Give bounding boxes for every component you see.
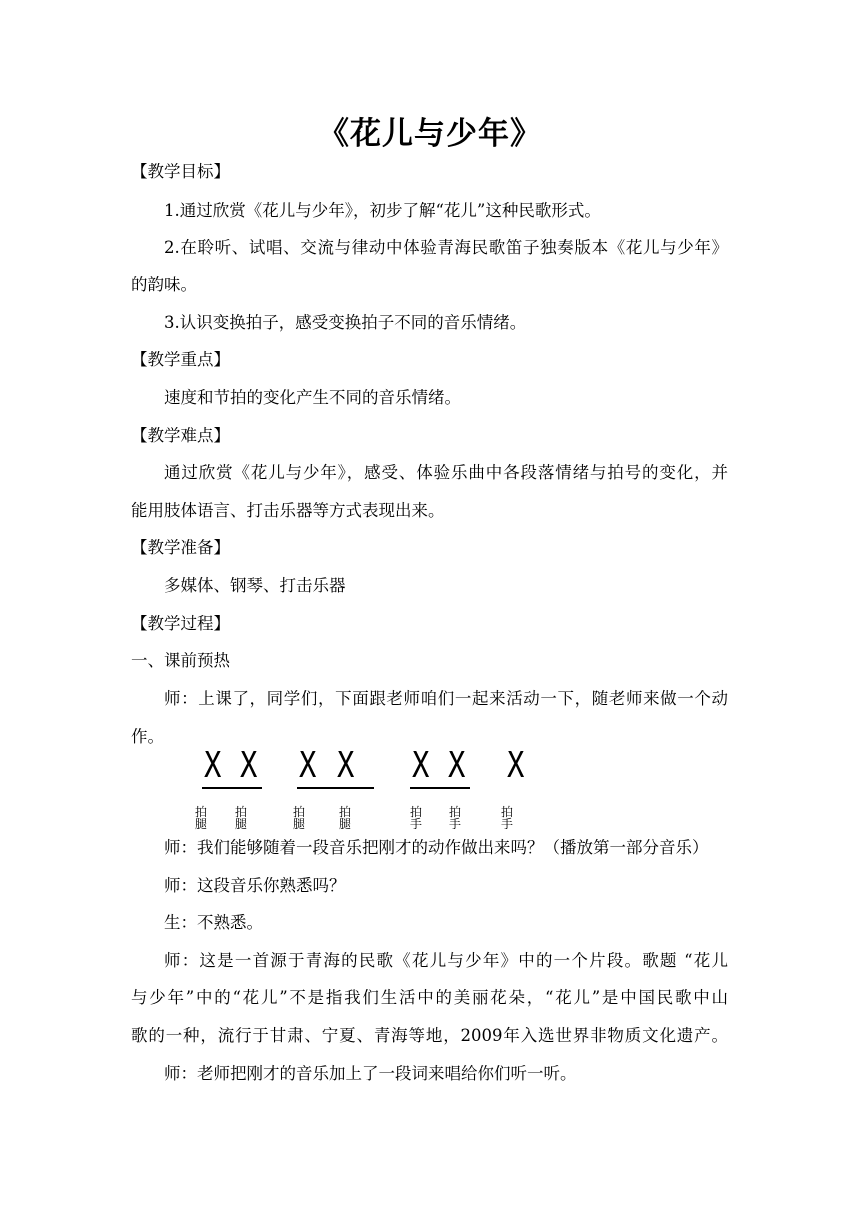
rhythm-note: X [507, 745, 525, 786]
dialogue-paragraph-cont: 与少年”中的“花儿”不是指我们生活中的美丽花朵，“花儿”是中国民歌中山 [131, 988, 728, 1007]
dialogue-paragraph: 师：我们能够随着一段音乐把刚才的动作做出来吗？（播放第一部分音乐） [164, 838, 709, 857]
dialogue-paragraph: 生：不熟悉。 [164, 913, 263, 932]
dialogue-paragraph: 师：老师把刚才的音乐加上了一段词来唱给你们听一听。 [164, 1064, 577, 1083]
rhythm-label: 拍腿 [339, 805, 352, 831]
rhythm-label: 拍手 [410, 805, 423, 831]
section-heading-prep: 【教学准备】 [131, 538, 230, 557]
goal-item-1: 1.通过欣赏《花儿与少年》，初步了解“花儿”这种民歌形式。 [164, 201, 601, 220]
section-heading-difficulty: 【教学难点】 [131, 426, 230, 445]
dialogue-paragraph: 师：这是一首源于青海的民歌《花儿与少年》中的一个片段。歌题 “花儿 [164, 951, 728, 970]
rhythm-label: 拍腿 [293, 805, 306, 831]
difficulty-text: 通过欣赏《花儿与少年》，感受、体验乐曲中各段落情绪与拍号的变化，并 [164, 463, 728, 482]
section-heading-process: 【教学过程】 [131, 614, 230, 633]
goal-item-2-cont: 的韵味。 [131, 275, 197, 294]
rhythm-note: X [412, 745, 430, 786]
rhythm-note: X [448, 745, 466, 786]
difficulty-text-cont: 能用肢体语言、打击乐器等方式表现出来。 [131, 501, 445, 520]
dialogue-paragraph: 师：这段音乐你熟悉吗？ [164, 876, 346, 895]
rhythm-note: X [204, 745, 222, 786]
dialogue-paragraph-cont: 歌的一种，流行于甘肃、宁夏、青海等地，2009年入选世界非物质文化遗产。 [131, 1026, 728, 1045]
beam-line [202, 787, 262, 789]
page-title: 《花儿与少年》 [318, 116, 542, 152]
rhythm-note: X [240, 745, 258, 786]
prep-text: 多媒体、钢琴、打击乐器 [164, 576, 346, 595]
rhythm-label: 拍腿 [235, 805, 248, 831]
section-heading-key: 【教学重点】 [131, 350, 230, 369]
rhythm-label: 拍腿 [195, 805, 208, 831]
goal-item-3: 3.认识变换拍子，感受变换拍子不同的音乐情绪。 [164, 313, 527, 332]
part-heading-warmup: 一、课前预热 [131, 651, 230, 670]
rhythm-note: X [337, 745, 355, 786]
beam-line [410, 787, 470, 789]
section-heading-goals: 【教学目标】 [131, 162, 230, 181]
rhythm-note: X [299, 745, 317, 786]
goal-item-2: 2.在聆听、试唱、交流与律动中体验青海民歌笛子独奏版本《花儿与少年》 [164, 238, 728, 257]
dialogue-paragraph-cont: 作。 [131, 727, 164, 746]
beam-line [297, 787, 374, 789]
rhythm-label: 拍手 [449, 805, 462, 831]
dialogue-paragraph: 师：上课了，同学们，下面跟老师咱们一起来活动一下，随老师来做一个动 [164, 689, 728, 708]
rhythm-label: 拍手 [501, 805, 514, 831]
key-point-text: 速度和节拍的变化产生不同的音乐情绪。 [164, 388, 461, 407]
